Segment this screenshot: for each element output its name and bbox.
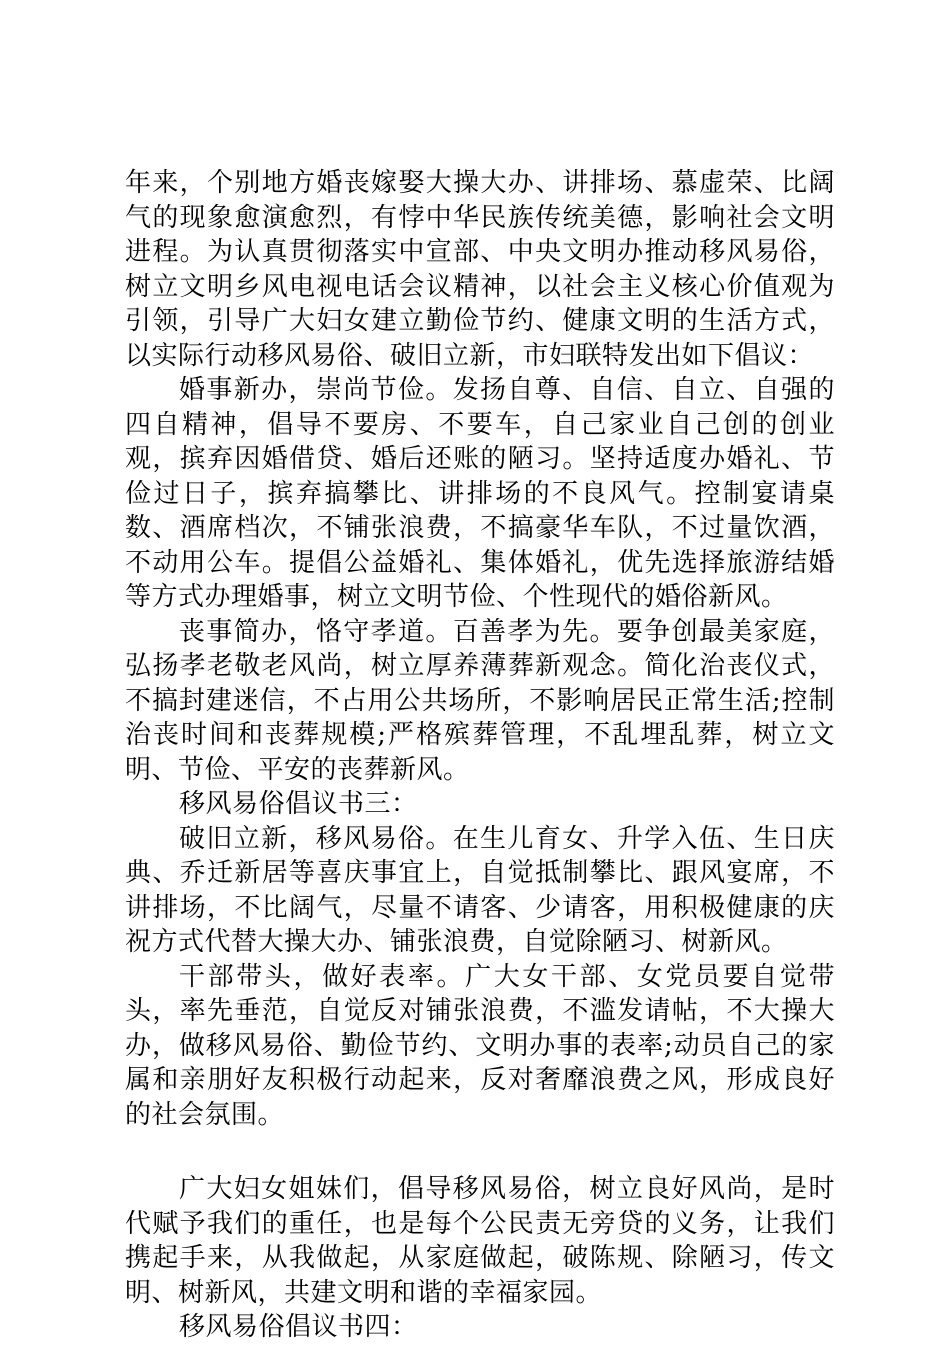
paragraph-funeral: 丧事简办，恪守孝道。百善孝为先。要争创最美家庭，弘扬孝老敬老风尚，树立厚养薄葬新观念。简化治丧仪式，不搞封建迷信，不占用公共场所，不影响居民正常生活;控制治丧时间和丧葬规模;严格殡葬管理，不乱埋乱葬，树立文明、节俭、平安的丧葬新风。 (125, 616, 835, 785)
paragraph-wedding: 婚事新办，崇尚节俭。发扬自尊、自信、自立、自强的四自精神，倡导不要房、不要车，自己家业自己创的创业观，摈弃因婚借贷、婚后还账的陋习。坚持适度办婚礼、节俭过日子，摈弃搞攀比、讲排场的不良风气。控制宴请桌数、酒席档次，不铺张浪费，不搞豪华车队，不过量饮酒，不动用公车。提倡公益婚礼、集体婚礼，优先选择旅游结婚等方式办理婚事，树立文明节俭、个性现代的婚俗新风。 (125, 375, 835, 612)
section-heading-three: 移风易俗倡议书三： (179, 789, 418, 819)
paragraph-spacer (125, 1132, 835, 1172)
paragraph-call-to-action: 广大妇女姐妹们，倡导移风易俗，树立良好风尚，是时代赋予我们的重任，也是每个公民责无旁贷的义务，让我们携起手来，从我做起，从家庭做起，破陈规、除陋习，传文明、树新风，共建文明和谐的幸福家园。 (125, 1174, 835, 1308)
paragraph-intro: 年来，个别地方婚丧嫁娶大操大办、讲排场、慕虚荣、比阔气的现象愈演愈烈，有悖中华民族传统美德，影响社会文明进程。为认真贯彻落实中宣部、中央文明办推动移风易俗，树立文明乡风电视电话会议精神，以社会主义核心价值观为引领，引导广大妇女建立勤俭节约、健康文明的生活方式，以实际行动移风易俗、破旧立新，市妇联特发出如下倡议： (125, 168, 835, 371)
document-body (125, 166, 835, 1345)
paragraph-cadres: 干部带头，做好表率。广大女干部、女党员要自觉带头，率先垂范，自觉反对铺张浪费，不滥发请帖，不大操大办，做移风易俗、勤俭节约、文明办事的表率;动员自己的家属和亲朋好友积极行动起来，反对奢靡浪费之风，形成良好的社会氛围。 (125, 961, 835, 1130)
section-heading-four: 移风易俗倡议书四： (179, 1312, 418, 1342)
paragraph-new-customs: 破旧立新，移风易俗。在生儿育女、升学入伍、生日庆典、乔迁新居等喜庆事宜上，自觉抵制攀比、跟风宴席，不讲排场，不比阔气，尽量不请客、少请客，用积极健康的庆祝方式代替大操大办、铺张浪费，自觉除陋习、树新风。 (125, 823, 835, 957)
